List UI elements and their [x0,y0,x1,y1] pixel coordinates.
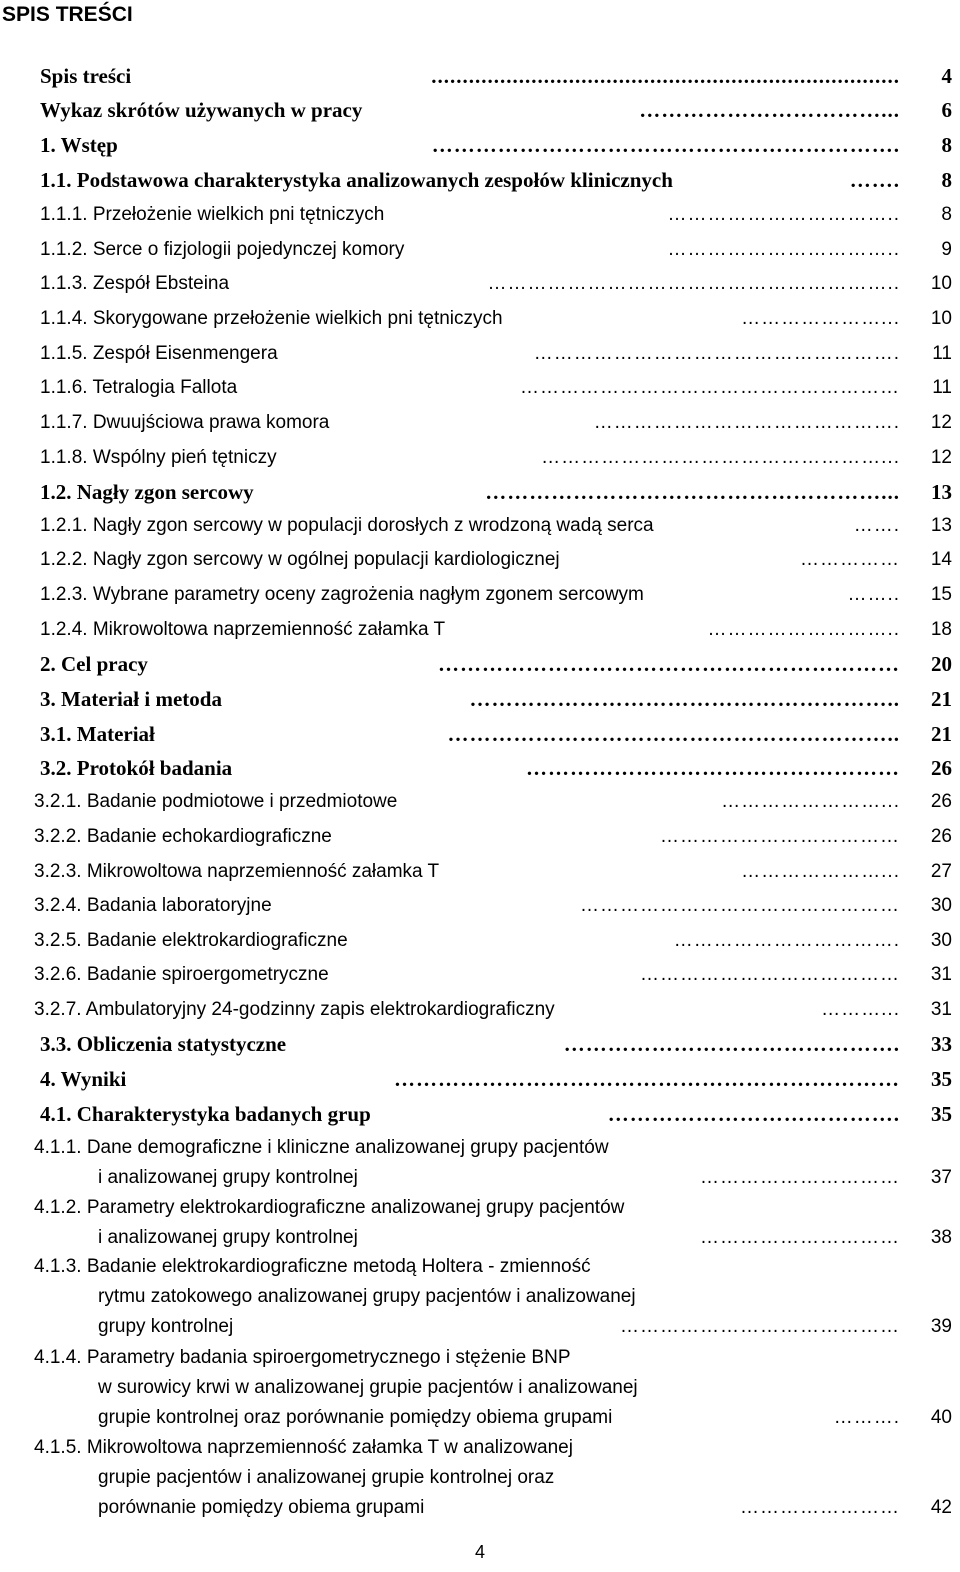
toc-entry-title: 3.2.7. Ambulatoryjny 24-godzinny zapis elektrokardiograficzny [34,999,555,1020]
toc-entry-title-line: 4.1.3. Badanie elektrokardiograficzne metodą Holtera - zmienność [34,1256,591,1277]
toc-entry-title: grupie kontrolnej oraz porównanie pomiędzy obiema grupami [98,1407,613,1428]
toc-entry-title: 1.1.5. Zespół Eisenmengera [40,343,278,364]
toc-entry-title-line: rytmu zatokowego analizowanej grupy pacjentów i analizowanej [98,1286,636,1307]
toc-entry-title-line: grupie pacjentów i analizowanej grupie kontrolnej oraz [98,1467,555,1488]
toc-entry-title: 3.2.6. Badanie spiroergometryczne [34,964,329,985]
toc-entry-title: 1.1.8. Wspólny pień tętniczy [40,447,277,468]
toc-leader-dots: ……………………….. [707,619,900,640]
toc-page-number: 21 [931,687,952,711]
toc-entry-title-line: 4.1.4. Parametry badania spiroergometrycznego i stężenie BNP [34,1347,571,1368]
toc-page-number: 8 [941,168,952,192]
toc-page-number: 35 [931,1067,952,1091]
toc-entry-title-line: 4.1.2. Parametry elektrokardiograficzne analizowanej grupy pacjentów [34,1197,625,1218]
toc-leader-dots: ……………………………………………………… [438,652,900,676]
toc-leader-dots: ………………………………………………….. [469,687,900,711]
toc-leader-dots: ……………………………………………... [541,447,900,468]
toc-page-number: 8 [941,204,952,225]
toc-entry-title: 1.1.3. Zespół Ebsteina [40,273,230,294]
toc-entry-title-line: w surowicy krwi w analizowanej grupie pacjentów i analizowanej [98,1377,638,1398]
toc-leader-dots: …………………... [741,861,900,882]
toc-leader-dots: ………... [821,999,900,1020]
toc-page-number: 10 [930,308,952,329]
toc-leader-dots: ………………………………………………... [485,480,900,504]
toc-leader-dots: …………………………………………………….. [487,273,900,294]
toc-page-number: 12 [930,447,952,468]
toc-leader-dots: …………………………………………… [526,756,900,780]
toc-entry-title: 1.2.1. Nagły zgon sercowy w populacji dorosłych z wrodzoną wadą serca [40,515,654,536]
toc-entry-title: 2. Cel pracy [40,652,148,676]
toc-leader-dots: …………………………………………………………… [394,1067,900,1091]
toc-page-number: 31 [930,964,952,985]
toc-entry-title: 1.2.4. Mikrowoltowa naprzemienność załamka T [40,619,446,640]
toc-entry-title: 1.2.3. Wybrane parametry oceny zagrożenia nagłym zgonem sercowym [40,584,644,605]
toc-leader-dots: …………………………………………………….. [447,722,900,746]
toc-entry-title: 3. Materiał i metoda [40,687,222,711]
toc-page-number: 21 [931,722,952,746]
toc-page-number: 15 [930,584,952,605]
toc-leader-dots: ………. [833,1407,900,1428]
toc-entry-title: 1.1.7. Dwuujściowa prawa komora [40,412,330,433]
toc-page-number: 26 [931,756,952,780]
toc-page-number: 30 [930,930,952,951]
toc-entry-title: 1.1.6. Tetralogia Fallota [40,377,238,398]
toc-leader-dots: ........................................................................... [431,64,900,88]
toc-entry-title: Spis treści [40,64,132,88]
toc-leader-dots: …………………………………. [607,1102,900,1126]
toc-leader-dots: …………………… [740,1497,900,1518]
toc-leader-dots: ………………………………………… [580,895,900,916]
toc-leader-dots: ……………………………. [673,930,900,951]
toc-leader-dots: …………………………………… [620,1316,900,1337]
toc-leader-dots: ………………………………………. [563,1032,900,1056]
toc-entry-title: 3.2.5. Badanie elektrokardiograficzne [34,930,348,951]
toc-entry-title: 3.2. Protokół badania [40,756,233,780]
toc-entry-title: 4. Wyniki [40,1067,127,1091]
toc-leader-dots: ……………………………... [639,98,900,122]
page-number: 4 [474,1542,485,1562]
toc-leader-dots: ……. [853,515,900,536]
toc-leader-dots: ……………………………… [660,826,900,847]
toc-page-number: 11 [932,343,952,364]
toc-page-number: 35 [931,1102,952,1126]
toc-leader-dots: …….. [847,584,900,605]
toc-leader-dots: ………………………… [700,1167,900,1188]
toc-entry-title: grupy kontrolnej [98,1316,234,1337]
toc-page-number: 13 [930,515,952,536]
toc-entry-title: Wykaz skrótów używanych w pracy [40,98,363,122]
toc-entry-title: 4.1. Charakterystyka badanych grup [40,1102,371,1126]
toc-leader-dots: ………………………………………. [593,412,900,433]
toc-page-number: 4 [941,64,952,88]
toc-entry-title-line: 4.1.1. Dane demograficzne i kliniczne analizowanej grupy pacjentów [34,1137,609,1158]
toc-entry-title-line: 4.1.5. Mikrowoltowa naprzemienność załamka T w analizowanej [34,1437,573,1458]
toc-entry-title: 1.1.1. Przełożenie wielkich pni tętniczych [40,204,385,225]
toc-entry-title: 1.1.4. Skorygowane przełożenie wielkich pni tętniczych [40,308,503,329]
toc-page-number: 9 [941,239,952,260]
toc-entry-title: 3.1. Materiał [40,722,155,746]
toc-entry-title: 1.2. Nagły zgon sercowy [40,480,254,504]
toc-page-number: 18 [930,619,952,640]
toc-leader-dots: …………………………….. [667,204,900,225]
toc-page-number: 37 [930,1167,952,1188]
toc-leader-dots: ………………………………………………………. [431,133,900,157]
toc-page-number: 11 [932,377,952,398]
toc-page-number: 14 [930,549,952,570]
toc-entry-title: 3.2.4. Badania laboratoryjne [34,895,272,916]
toc-page-number: 6 [941,98,952,122]
toc-entry-title: 3.3. Obliczenia statystyczne [40,1032,287,1056]
toc-page-number: 27 [930,861,952,882]
toc-entry-title: 1.1.2. Serce o fizjologii pojedynczej komory [40,239,405,260]
toc-leader-dots: ………………………………………………. [533,343,900,364]
toc-entry-title: 3.2.2. Badanie echokardiograficzne [34,826,332,847]
toc-page-number: 40 [930,1407,952,1428]
toc-leader-dots: ………………………………………………… [520,377,900,398]
toc-entry-title: 3.2.1. Badanie podmiotowe i przedmiotowe [34,791,398,812]
page-title: SPIS TREŚCI [2,3,133,26]
toc-page-number: 8 [941,133,952,157]
toc-leader-dots: …………………... [741,308,900,329]
toc-page-number: 10 [930,273,952,294]
toc-page-number: 42 [930,1497,952,1518]
toc-entry-title: 1. Wstęp [40,133,118,157]
toc-page-number: 13 [931,480,952,504]
toc-leader-dots: ………………………… [700,1227,900,1248]
toc-page-number: 30 [930,895,952,916]
toc-page-number: 20 [931,652,952,676]
toc-entry-title: i analizowanej grupy kontrolnej [98,1167,358,1188]
toc-page-number: 12 [930,412,952,433]
toc-page-number: 39 [930,1316,952,1337]
toc-leader-dots: ……. [849,168,900,192]
toc-leader-dots: ………………………………… [640,964,900,985]
toc-page-number: 33 [931,1032,952,1056]
toc-entry-title: 1.1. Podstawowa charakterystyka analizowanych zespołów klinicznych [40,168,673,192]
toc-page-number: 31 [930,999,952,1020]
toc-entry-title: porównanie pomiędzy obiema grupami [98,1497,425,1518]
toc-leader-dots: …………………………….. [667,239,900,260]
toc-leader-dots: ……………………... [721,791,900,812]
toc-entry-title: 1.2.2. Nagły zgon sercowy w ogólnej populacji kardiologicznej [40,549,560,570]
toc-entry-title: i analizowanej grupy kontrolnej [98,1227,358,1248]
toc-page-number: 26 [930,791,952,812]
toc-entry-title: 3.2.3. Mikrowoltowa naprzemienność załamka T [34,861,440,882]
toc-leader-dots: …………… [800,549,900,570]
toc-page-number: 38 [930,1227,952,1248]
toc-page-number: 26 [930,826,952,847]
